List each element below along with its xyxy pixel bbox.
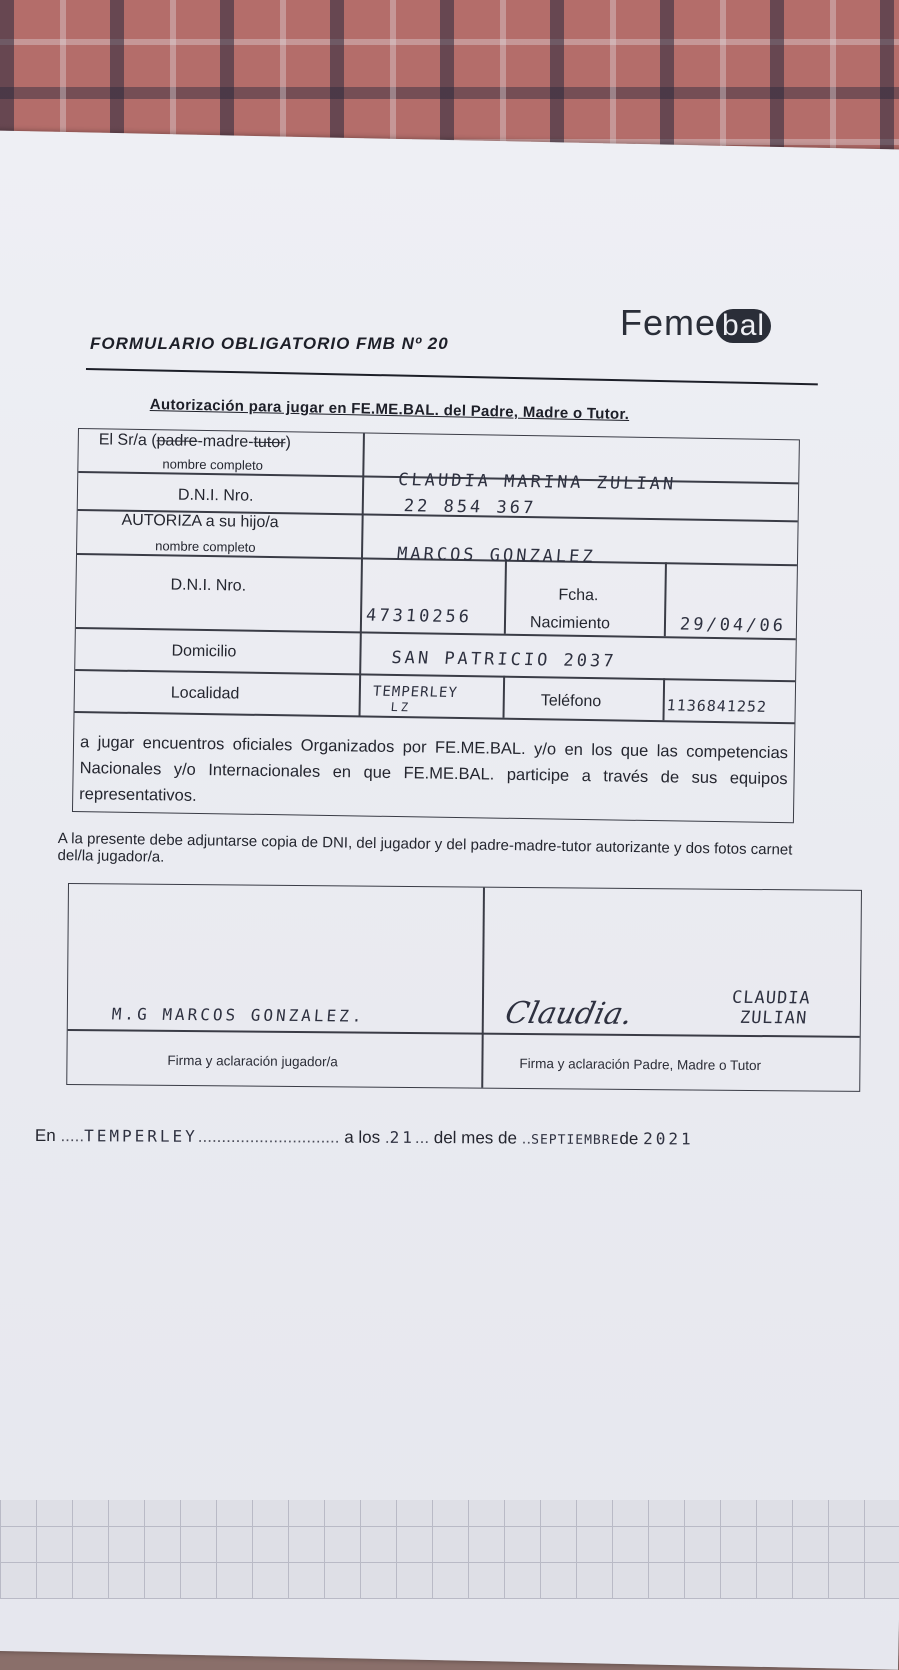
domicilio-value: SAN PATRICIO 2037 [390,647,618,672]
parent-name-value: CLAUDIA MARINA ZULIAN [397,470,677,495]
autoriza-label: AUTORIZA a su hijo/a [121,511,279,532]
domicilio-label: Domicilio [171,642,237,661]
attachment-note: A la presente debe adjuntarse copia de DNI, del jugador y del padre-madre-tutor autorizante y dos fotos carnet del/la jugador/a. [57,830,793,866]
form-title: FORMULARIO OBLIGATORIO FMB Nº 20 [90,334,449,353]
localidad-label: Localidad [170,684,240,703]
child-dni-value: 47310256 [365,605,473,628]
nombre-completo-label: nombre completo [155,538,256,555]
fecha-label: Fcha. [558,586,599,605]
parent-dni-label: D.N.I. Nro. [177,486,254,505]
city-fill-dots: .............................. [197,1126,340,1147]
parent-name-line1: CLAUDIA [731,987,812,1009]
localidad-value: TEMPERLEY [372,683,459,701]
parent-signature: Claudia. [502,995,636,1032]
month-value: SEPTIEMBRE [531,1132,620,1149]
column-divider [503,676,505,718]
telefono-value: 1136841252 [665,696,768,716]
column-divider [504,560,507,634]
localidad-value-2: LZ [390,699,412,715]
player-signature-handwritten: M.G MARCOS GONZALEZ. [111,1004,366,1026]
row-divider [75,669,795,682]
column-divider [664,562,667,636]
a-los-label: a los [344,1127,381,1147]
city-fill-dots: ..... [60,1126,85,1146]
parent-signature-caption: Firma y aclaración Padre, Madre o Tutor [519,1055,762,1074]
parent-dni-value: 22 854 367 [402,496,538,519]
year-value: 2021 [643,1129,694,1149]
authorization-clause: a jugar encuentros oficiales Organizados por FE.ME.BAL. y/o en los que las competencias Nacionales y/o Internacionales en que FE.ME.BAL. participe a través de sus equipos representativos. [79,733,789,805]
form-subtitle: Autorización para jugar en FE.ME.BAL. del Padre, Madre o Tutor. [149,396,630,424]
month-fill-dots: .. [521,1128,532,1148]
column-divider [662,678,664,720]
parent-name-line2: ZULIAN [739,1007,809,1029]
parent-type-label: El Sr/a (padre-madre-tutor) [98,431,292,452]
child-name-value: MARCOS GONZALEZ [396,544,597,568]
day-value: 21 [389,1127,415,1147]
grid-paper-bottom [0,1500,899,1599]
player-signature-caption: Firma y aclaración jugador/a [167,1052,338,1070]
row-divider [68,1029,860,1037]
mes-label: del mes de [433,1128,518,1148]
nombre-completo-label: nombre completo [162,456,264,473]
femebal-logo: Feme bal [620,302,771,344]
day-fill-dots: . [384,1127,390,1147]
birth-date-value: 29/04/06 [679,614,787,637]
city-value: TEMPERLEY [84,1126,198,1146]
day-fill-dots: ... [414,1127,430,1148]
signature-box [66,883,862,1092]
child-dni-label: D.N.I. Nro. [170,576,247,595]
en-label: En [34,1126,56,1146]
de-label: de [619,1129,639,1149]
authorization-table [72,428,800,823]
telefono-label: Teléfono [540,692,602,711]
nacimiento-label: Nacimiento [529,614,611,633]
column-divider [481,888,484,1088]
